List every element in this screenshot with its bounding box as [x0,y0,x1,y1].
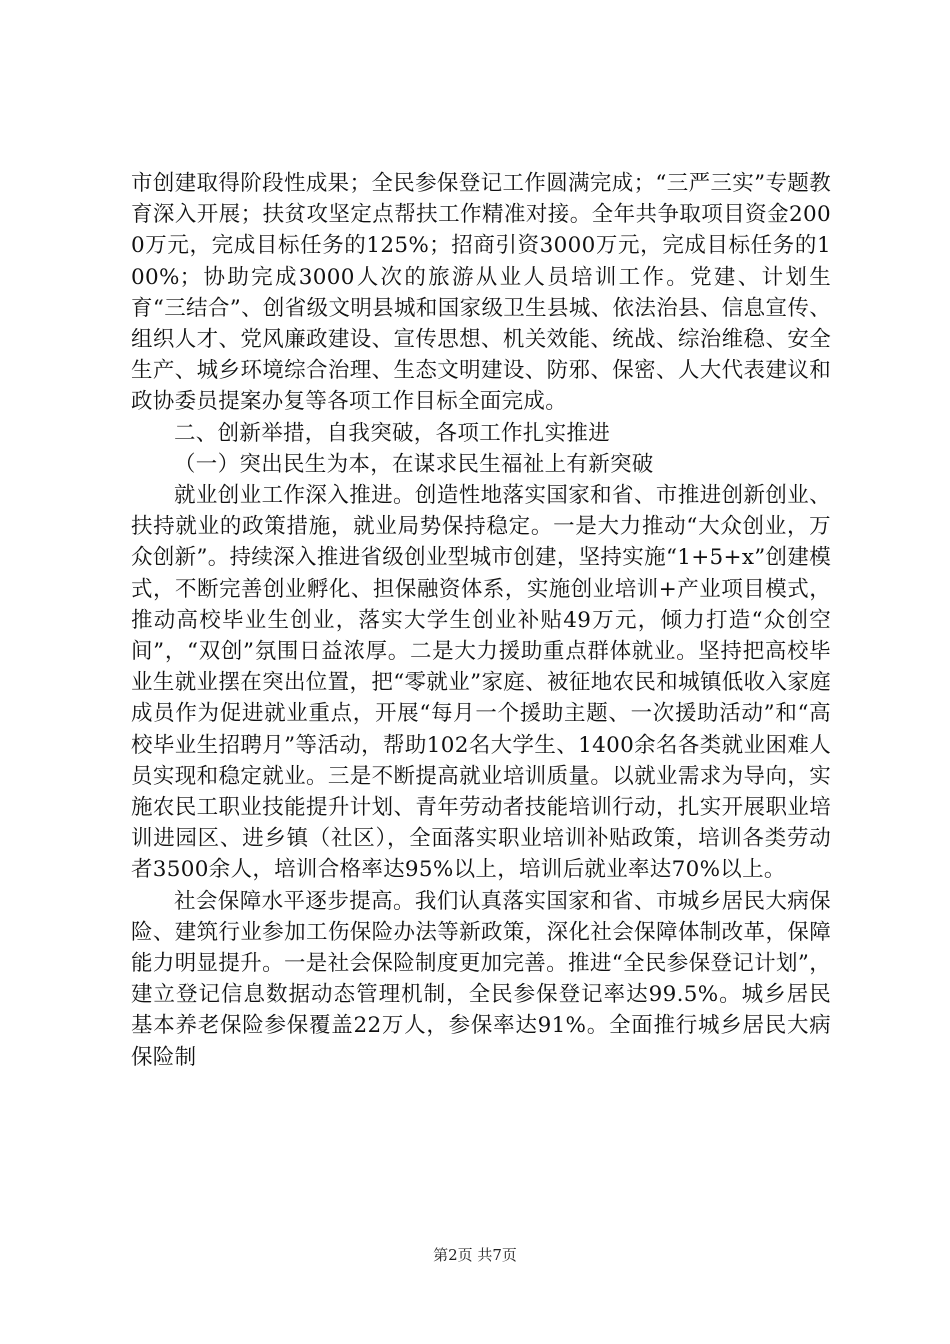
section-heading: 二、创新举措，自我突破，各项工作扎实推进 [174,420,611,446]
page-footer: 第2页 共7页 [433,1246,517,1264]
document-body [131,168,831,1073]
paragraph-employment: 就业创业工作深入推进。创造性地落实国家和省、市推进创新创业、扶持就业的政策措施，就业局势保持稳定。一是大力推动“大众创业，万众创新”。持续深入推进省级创业型城市创建，坚持实施“1+5+x”创建模式，不断完善创业孵化、担保融资体系，实施创业培训+产业项目模式，推动高校毕业生创业，落实大学生创业补贴49万元，倾力打造“众创空间”，“双创”氛围日益浓厚。二是大力援助重点群体就业。坚持把高校毕业生就业摆在突出位置，把“零就业”家庭、被征地农民和城镇低收入家庭成员作为促进就业重点，开展“每月一个援助主题、一次援助活动”和“高校毕业生招聘月”等活动，帮助102名大学生、1400余名各类就业困难人员实现和稳定就业。三是不断提高就业培训质量。以就业需求为导向，实施农民工职业技能提升计划、青年劳动者技能培训行动，扎实开展职业培训进园区、进乡镇（社区），全面落实职业培训补贴政策，培训各类劳动者3500余人，培训合格率达95%以上，培训后就业率达70%以上。 [131,483,831,883]
paragraph-continued-achievements: 市创建取得阶段性成果；全民参保登记工作圆满完成；“三严三实”专题教育深入开展；扶贫攻坚定点帮扶工作精准对接。全年共争取项目资金2000万元，完成目标任务的125%；招商引资3000万元，完成目标任务的100%；协助完成3000人次的旅游从业人员培训工作。党建、计划生育“三结合”、创省级文明县城和国家级卫生县城、依法治县、信息宣传、组织人才、党风廉政建设、宣传思想、机关效能、统战、综治维稳、安全生产、城乡环境综合治理、生态文明建设、防邪、保密、人大代表建议和政协委员提案办复等各项工作目标全面完成。 [131,171,831,415]
subsection-heading: （一）突出民生为本，在谋求民生福祉上有新突破 [174,451,654,477]
paragraph-social-security: 社会保障水平逐步提高。我们认真落实国家和省、市城乡居民大病保险、建筑行业参加工伤保险办法等新政策，深化社会保障体制改革，保障能力明显提升。一是社会保险制度更加完善。推进“全民参保登记计划”，建立登记信息数据动态管理机制，全民参保登记率达99.5%。城乡居民基本养老保险参保覆盖22万人，参保率达91%。全面推行城乡居民大病保险制 [131,888,831,1070]
